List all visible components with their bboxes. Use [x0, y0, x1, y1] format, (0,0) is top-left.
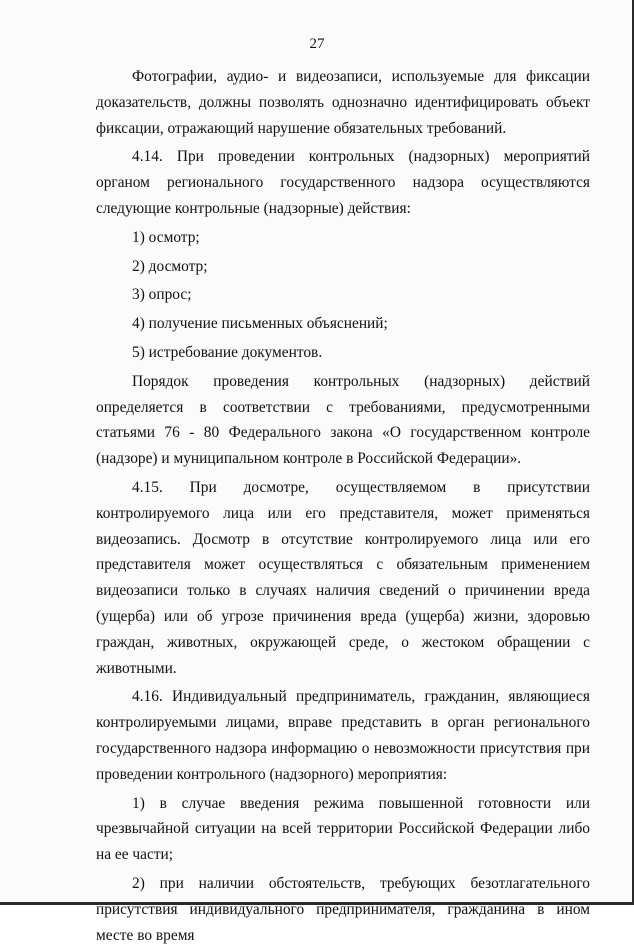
- document-body: [96, 64, 590, 948]
- list-item-written-explanations: 4) получение письменных объяснений;: [132, 315, 388, 333]
- list-item-inspection: 1) осмотр;: [132, 228, 200, 246]
- list-item-emergency-regime: 1) в случае введения режима повышенной готовности или чрезвычайной ситуации на всей территории Российской Федерации либо на ее части;: [96, 794, 590, 864]
- paragraph-4-14: 4.14. При проведении контрольных (надзорных) мероприятий органом регионального государственного надзора осуществляются следующие контрольные (надзорные) действия:: [96, 148, 590, 217]
- paragraph-4-16: 4.16. Индивидуальный предприниматель, гражданин, являющиеся контролируемыми лицами, вправе представить в орган регионального государственного надзора информацию о невозможности присутствия при проведении контрольного (надзорного) мероприятия:: [96, 688, 590, 783]
- list-item-document-request: 5) истребование документов.: [132, 343, 323, 361]
- list-item-urgent-circumstances: 2) при наличии обстоятельств, требующих безотлагательного присутствия индивидуального предпринимателя, гражданина в ином месте во время: [96, 874, 590, 944]
- page-number: 27: [309, 36, 325, 52]
- list-item-search: 2) досмотр;: [132, 257, 208, 275]
- paragraph-photo-evidence: Фотографии, аудио- и видеозаписи, используемые для фиксации доказательств, должны позволять однозначно идентифицировать объект фиксации, отражающий нарушение обязательных требований.: [96, 68, 590, 137]
- paragraph-procedure: Порядок проведения контрольных (надзорных) действий определяется в соответствии с требованиями, предусмотренными статьями 76 - 80 Федерального закона «О государственном контроле (надзоре) и муниципальном контроле в Российской Федерации».: [96, 372, 590, 468]
- list-item-interview: 3) опрос;: [132, 286, 192, 304]
- paragraph-4-15: 4.15. При досмотре, осуществляемом в присутствии контролируемого лица или его представителя, может применяться видеозапись. Досмотр в отсутствие контролируемого лица или его представителя может осуществляться с обязательным применением видеозаписи только в случаях наличия сведений о причинении вреда (ущерба) или об угрозе причинения вреда (ущерба) жизни, здоровью граждан, животных, окружающей среде, о жестоком обращении с животными.: [96, 478, 590, 677]
